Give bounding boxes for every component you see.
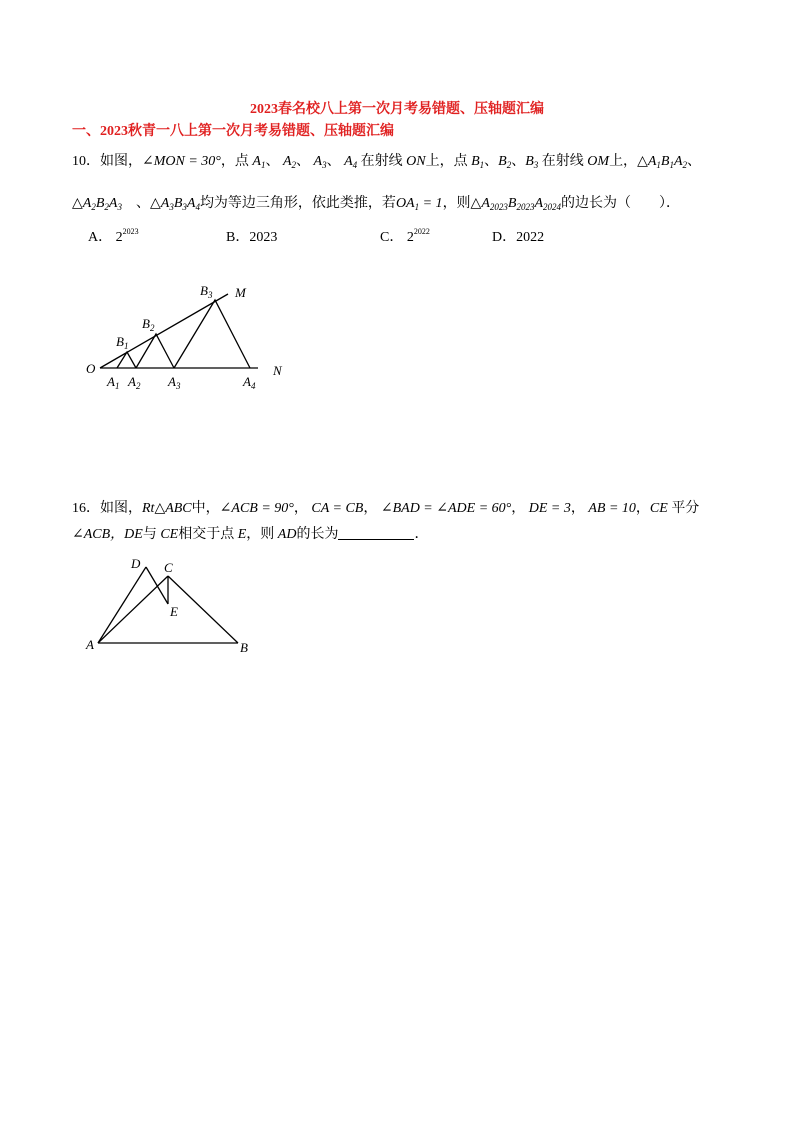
q16-rt: Rt△ABC bbox=[142, 501, 192, 516]
segment-ad bbox=[98, 567, 146, 643]
q10-number: 10．如图， bbox=[72, 154, 142, 169]
triangle-2-shape bbox=[136, 334, 174, 368]
label-a3: $A_3$ bbox=[168, 374, 181, 391]
q10-given: $OA_1 = 1$ bbox=[395, 196, 443, 212]
q16-text: ，则 bbox=[246, 527, 275, 542]
label-c: C bbox=[164, 560, 173, 575]
q16-cond-4: DE = 3 bbox=[528, 501, 571, 516]
q16-figure bbox=[80, 552, 270, 662]
label-a: A bbox=[86, 637, 94, 652]
option-label: C． bbox=[380, 230, 404, 245]
option-exponent: 2022 bbox=[413, 227, 430, 236]
q10-text: 的边长为（ ）． bbox=[561, 196, 681, 211]
document-title: 2023春名校八上第一次月考易错题、压轴题汇编 bbox=[250, 102, 544, 117]
label-a1: $A_1$ bbox=[107, 374, 120, 391]
label-b2: $B_2$ bbox=[142, 316, 155, 333]
option-value: 2022 bbox=[516, 230, 545, 245]
triangle-2: $A_2B_2A_3$ bbox=[82, 196, 122, 212]
section-heading: 一、2023秋青一八上第一次月考易错题、压轴题汇编 bbox=[72, 124, 394, 139]
option-label: D． bbox=[492, 230, 517, 245]
ray-on: ON bbox=[406, 154, 426, 169]
q16-cond-2: CA = CB bbox=[311, 501, 364, 516]
option-a[interactable] bbox=[88, 226, 139, 246]
q10-angle: ∠MON = 30° bbox=[142, 154, 221, 169]
label-b: B bbox=[240, 640, 248, 655]
option-value: 2 bbox=[406, 230, 414, 245]
q10-figure bbox=[80, 280, 300, 395]
q16-text: ． bbox=[414, 527, 429, 542]
point-b1: $B_1$ bbox=[471, 154, 485, 170]
q16-ad: AD bbox=[277, 527, 297, 542]
option-label: A． bbox=[88, 230, 113, 245]
q16-text: 中， bbox=[191, 501, 220, 516]
label-b1: $B_1$ bbox=[116, 334, 129, 351]
label-m: M bbox=[235, 285, 246, 300]
point-a3: $A_3$ bbox=[313, 154, 327, 170]
triangle-2023: $A_{2023}B_{2023}A_{2024}$ bbox=[481, 196, 562, 212]
label-a2: $A_2$ bbox=[128, 374, 141, 391]
q10-text: 在射线 bbox=[541, 154, 584, 169]
option-b[interactable] bbox=[226, 226, 277, 246]
triangle-1-shape bbox=[117, 352, 136, 368]
q10-text: ，点 bbox=[220, 154, 249, 169]
point-b2: $B_2$ bbox=[498, 154, 512, 170]
q16-number: 16．如图， bbox=[72, 501, 142, 516]
q16-cond-3: ∠BAD = ∠ADE = 60° bbox=[380, 501, 512, 516]
q16-text: 与 bbox=[142, 527, 157, 542]
q16-ce-2: CE bbox=[160, 527, 179, 542]
ray-om: OM bbox=[587, 154, 610, 169]
q10-text: ，则△ bbox=[442, 196, 482, 211]
point-a2: $A_2$ bbox=[282, 154, 297, 170]
label-b3: $B_3$ bbox=[200, 283, 213, 300]
triangle-3: $A_3B_3A_4$ bbox=[160, 196, 200, 212]
point-b3: $B_3$ bbox=[525, 154, 539, 170]
q16-angle-acb: ∠ACB bbox=[72, 527, 111, 542]
q16-text: 相交于点 bbox=[178, 527, 235, 542]
option-value: 2023 bbox=[249, 230, 278, 245]
question-16-line-2 bbox=[72, 523, 428, 543]
point-a1: $A_1$ bbox=[252, 154, 266, 170]
question-16-line-1: 16．如图，Rt△ABC中，∠ACB = 90°， CA = CB， ∠BAD = ∠ADE = 60°， DE = 3， AB = 10，CE 平分 bbox=[72, 501, 700, 516]
triangle-3-shape bbox=[174, 300, 250, 368]
q16-cond-5: AB = 10 bbox=[588, 501, 636, 516]
question-10-line-1: 10．如图，∠MON = 30°，点 $A_1$、 $A_2$、 $A_3$、 $A_4$ 在射线 ON上，点 $B_1$、$B_2$、$B_3$ 在射线 OM上，$\triangle A_1B_1A_2$、 bbox=[72, 154, 702, 170]
segment-cb bbox=[168, 576, 238, 643]
q16-cond-1: ∠ACB = 90° bbox=[219, 501, 294, 516]
label-a4: $A_4$ bbox=[243, 374, 256, 391]
option-value: 2 bbox=[115, 230, 123, 245]
q10-text: 在射线 bbox=[360, 154, 403, 169]
label-o: O bbox=[86, 361, 96, 376]
label-n: N bbox=[273, 363, 282, 378]
triangle-1: $A_1B_1A_2$ bbox=[647, 154, 688, 170]
label-e: E bbox=[170, 604, 178, 619]
q10-text: 上，点 bbox=[425, 154, 468, 169]
option-d[interactable] bbox=[492, 226, 544, 246]
q10-text: 上， bbox=[609, 154, 638, 169]
q16-text: 的长为 bbox=[296, 527, 339, 542]
question-10-line-2: $\triangle A_2B_2A_3$ 、$\triangle A_3B_3A_4$均为等边三角形，依此类推，若$OA_1 = 1$，则$\triangle A_{2023}B_{2023}A_{2024}$的边长为（ ）． bbox=[72, 196, 681, 212]
q10-text: 均为等边三角形，依此类推，若 bbox=[199, 196, 396, 211]
option-c[interactable] bbox=[380, 226, 430, 246]
option-label: B． bbox=[226, 230, 250, 245]
answer-blank[interactable] bbox=[338, 526, 414, 540]
q16-text: 平分 bbox=[671, 501, 700, 516]
option-exponent: 2023 bbox=[122, 227, 139, 236]
q16-point-e: E bbox=[237, 527, 247, 542]
label-d: D bbox=[131, 556, 141, 571]
q16-de: ，DE bbox=[110, 527, 143, 542]
point-a4: $A_4$ bbox=[344, 154, 358, 170]
ray-om-line bbox=[100, 294, 228, 368]
q16-ce: CE bbox=[649, 501, 668, 516]
